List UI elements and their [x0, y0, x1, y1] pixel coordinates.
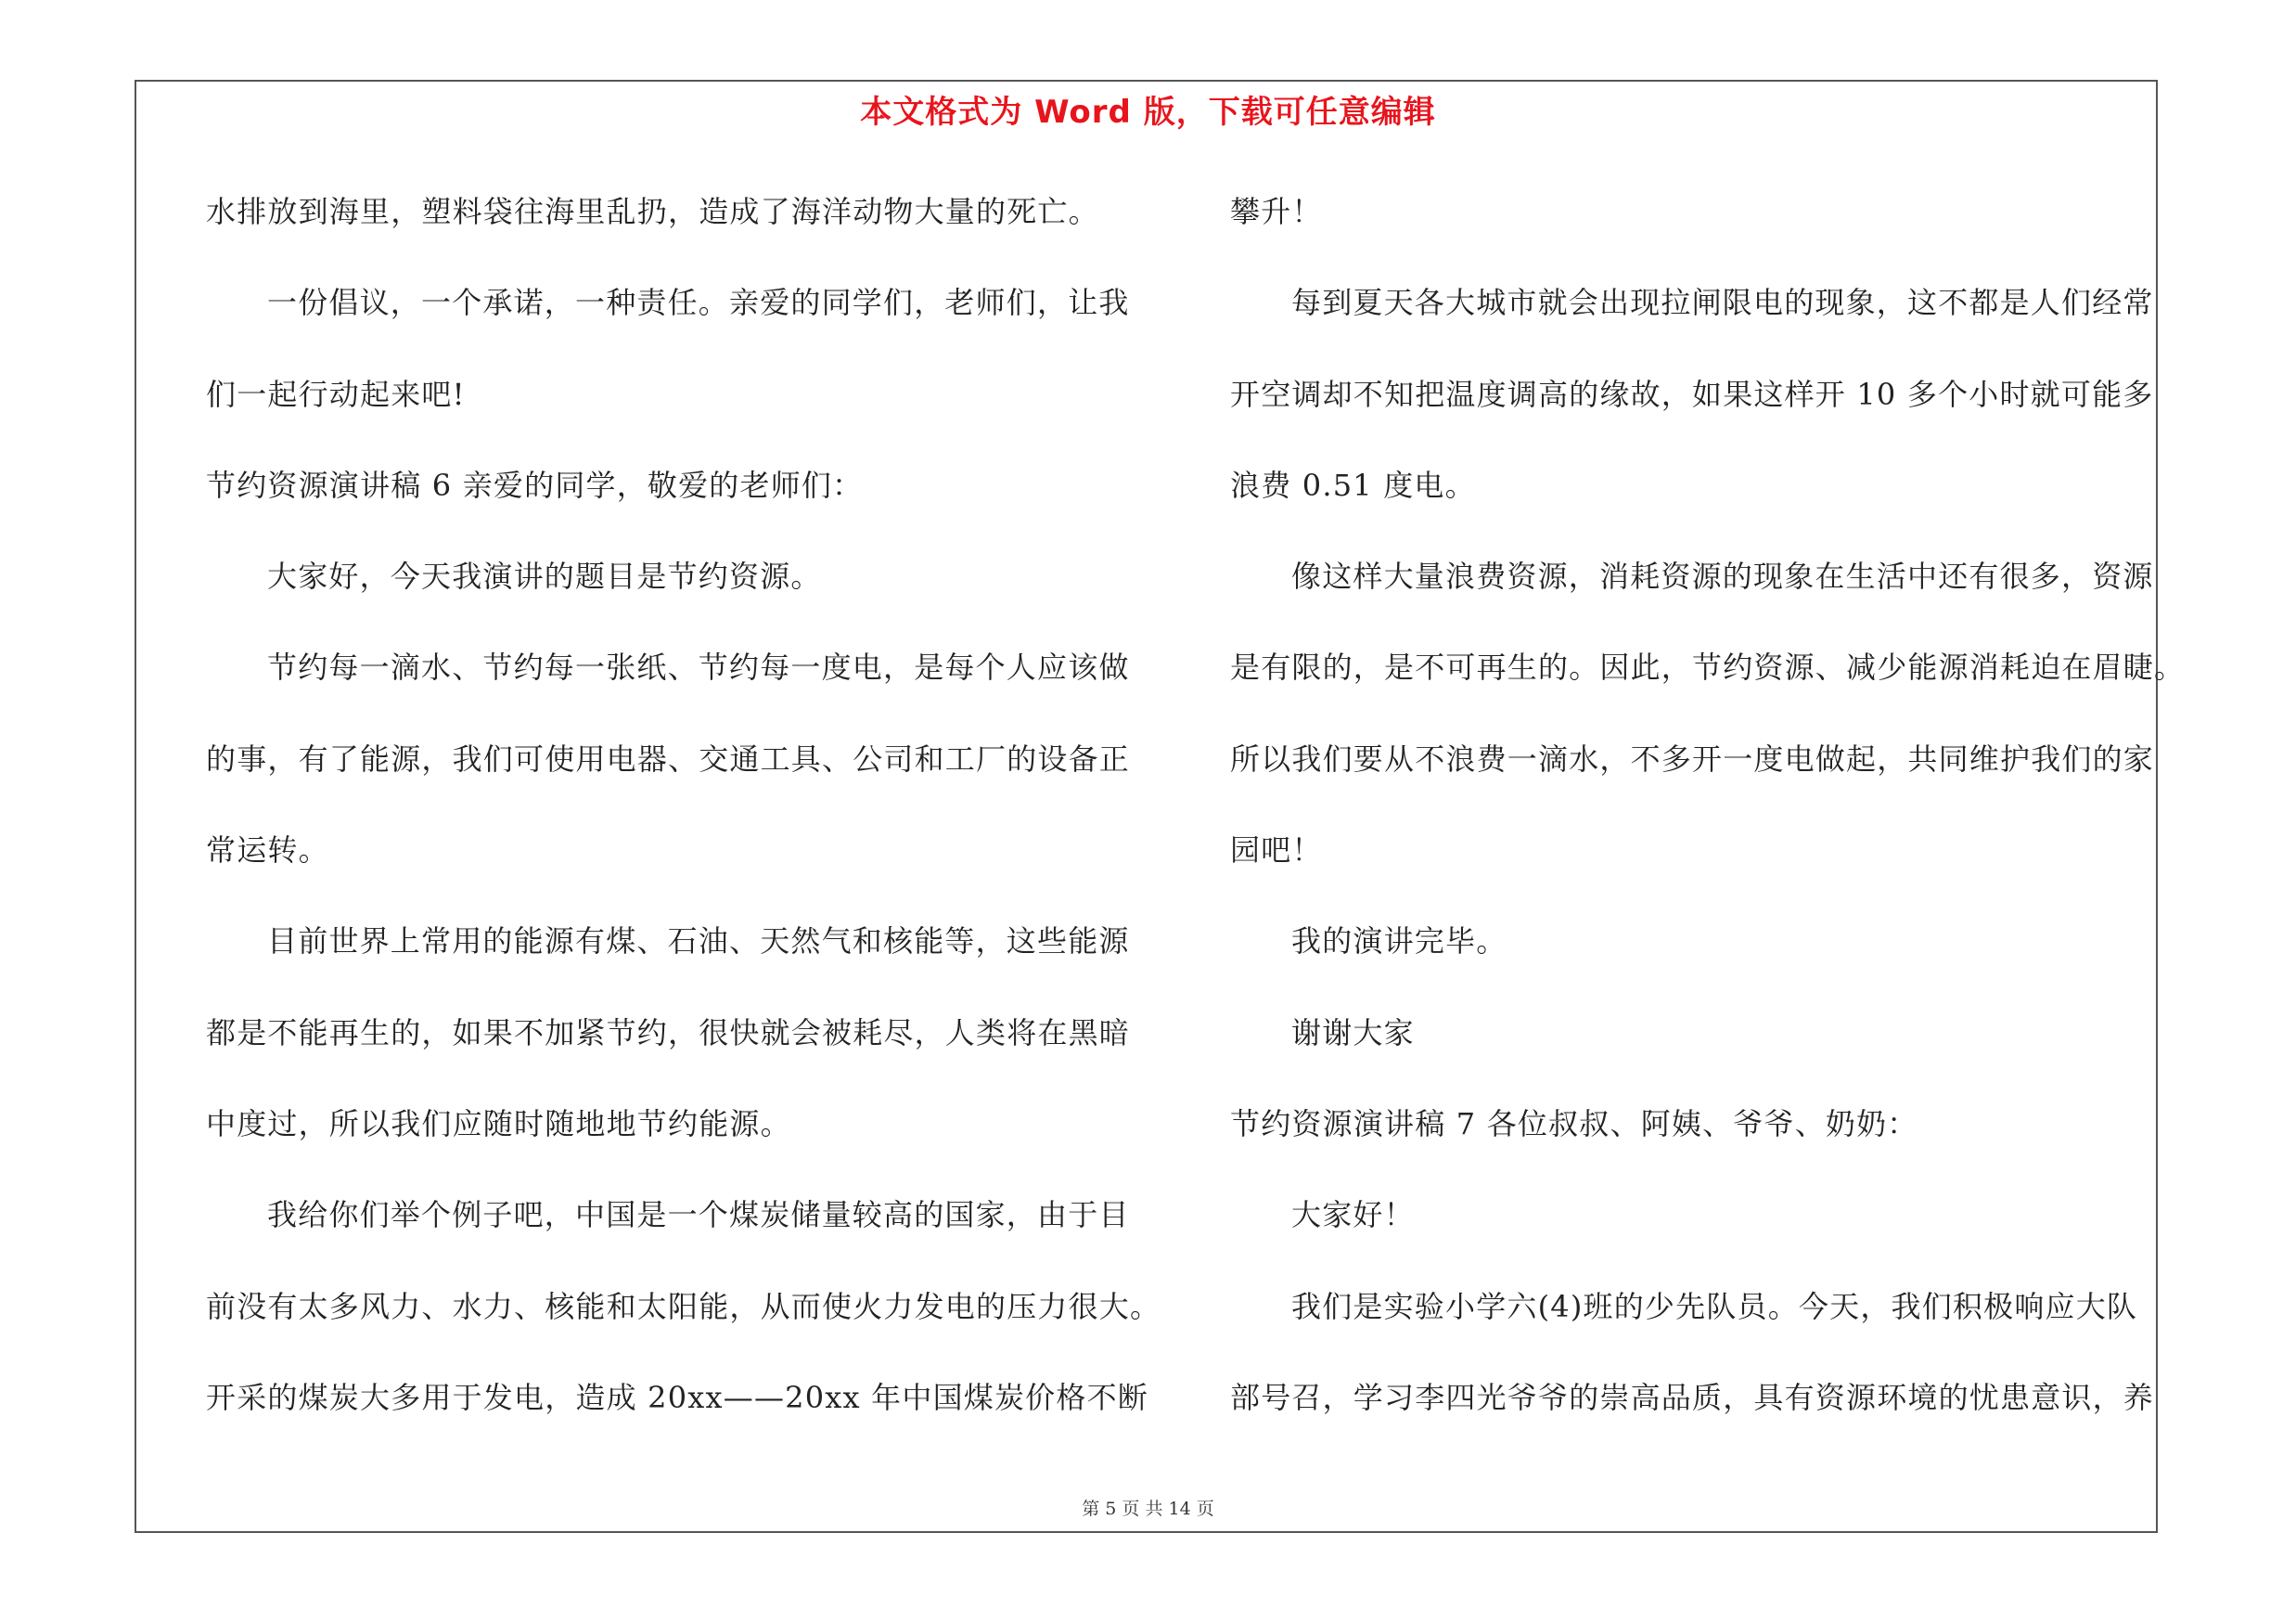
- text-line: 每到夏天各大城市就会出现拉闸限电的现象，这不都是人们经常: [1291, 285, 2154, 321]
- text-line: 都是不能再生的，如果不加紧节约，很快就会被耗尽，人类将在黑暗: [206, 1014, 1131, 1050]
- text-line: 大家好！: [1291, 1197, 1415, 1233]
- text-line: 所以我们要从不浪费一滴水，不多开一度电做起，共同维护我们的家: [1230, 741, 2155, 777]
- text-line: 我给你们举个例子吧，中国是一个煤炭储量较高的国家，由于目: [267, 1197, 1130, 1233]
- text-line: 节约资源演讲稿 7 各位叔叔、阿姨、爷爷、奶奶：: [1230, 1105, 1918, 1141]
- right-text-column: [1230, 184, 2186, 1461]
- text-line: 大家好，今天我演讲的题目是节约资源。: [267, 559, 822, 595]
- text-line: 的事，有了能源，我们可使用电器、交通工具、公司和工厂的设备正: [206, 741, 1131, 777]
- text-line: 像这样大量浪费资源，消耗资源的现象在生活中还有很多，资源: [1291, 559, 2154, 595]
- text-line: 开空调却不知把温度调高的缘故，如果这样开 10 多个小时就可能多: [1230, 376, 2154, 412]
- text-line: 部号召，学习李四光爷爷的崇高品质，具有资源环境的忧患意识，养: [1230, 1379, 2155, 1415]
- text-line: 谢谢大家: [1291, 1014, 1415, 1050]
- text-line: 节约每一滴水、节约每一张纸、节约每一度电，是每个人应该做: [267, 650, 1130, 686]
- text-line: 节约资源演讲稿 6 亲爱的同学，敬爱的老师们：: [206, 467, 864, 503]
- left-text-column: [206, 184, 1161, 1461]
- text-line: 园吧！: [1230, 832, 1323, 869]
- text-line: 攀升！: [1230, 194, 1323, 229]
- page-number-footer: 第 5 页 共 14 页: [1082, 1499, 1214, 1519]
- text-line: 我的演讲完毕。: [1291, 923, 1507, 960]
- text-line: 前没有太多风力、水力、核能和太阳能，从而使火力发电的压力很大。: [206, 1288, 1161, 1324]
- text-line: 开采的煤炭大多用于发电，造成 20xx——20xx 年中国煤炭价格不断: [206, 1379, 1148, 1415]
- text-line: 我们是实验小学六(4)班的少先队员。今天，我们积极响应大队: [1291, 1288, 2138, 1324]
- text-line: 水排放到海里，塑料袋往海里乱扔，造成了海洋动物大量的死亡。: [206, 194, 1099, 229]
- text-line: 们一起行动起来吧!: [206, 376, 466, 412]
- text-line: 常运转。: [206, 832, 329, 869]
- text-line: 中度过，所以我们应随时随地地节约能源。: [206, 1105, 791, 1141]
- text-line: 目前世界上常用的能源有煤、石油、天然气和核能等，这些能源: [267, 923, 1130, 960]
- header-banner: 本文格式为 Word 版，下载可任意编辑: [860, 94, 1436, 131]
- text-line: 是有限的，是不可再生的。因此，节约资源、减少能源消耗迫在眉睫。: [1230, 650, 2186, 686]
- text-line: 浪费 0.51 度电。: [1230, 467, 1476, 503]
- text-line: 一份倡议，一个承诺，一种责任。亲爱的同学们，老师们，让我: [267, 285, 1130, 321]
